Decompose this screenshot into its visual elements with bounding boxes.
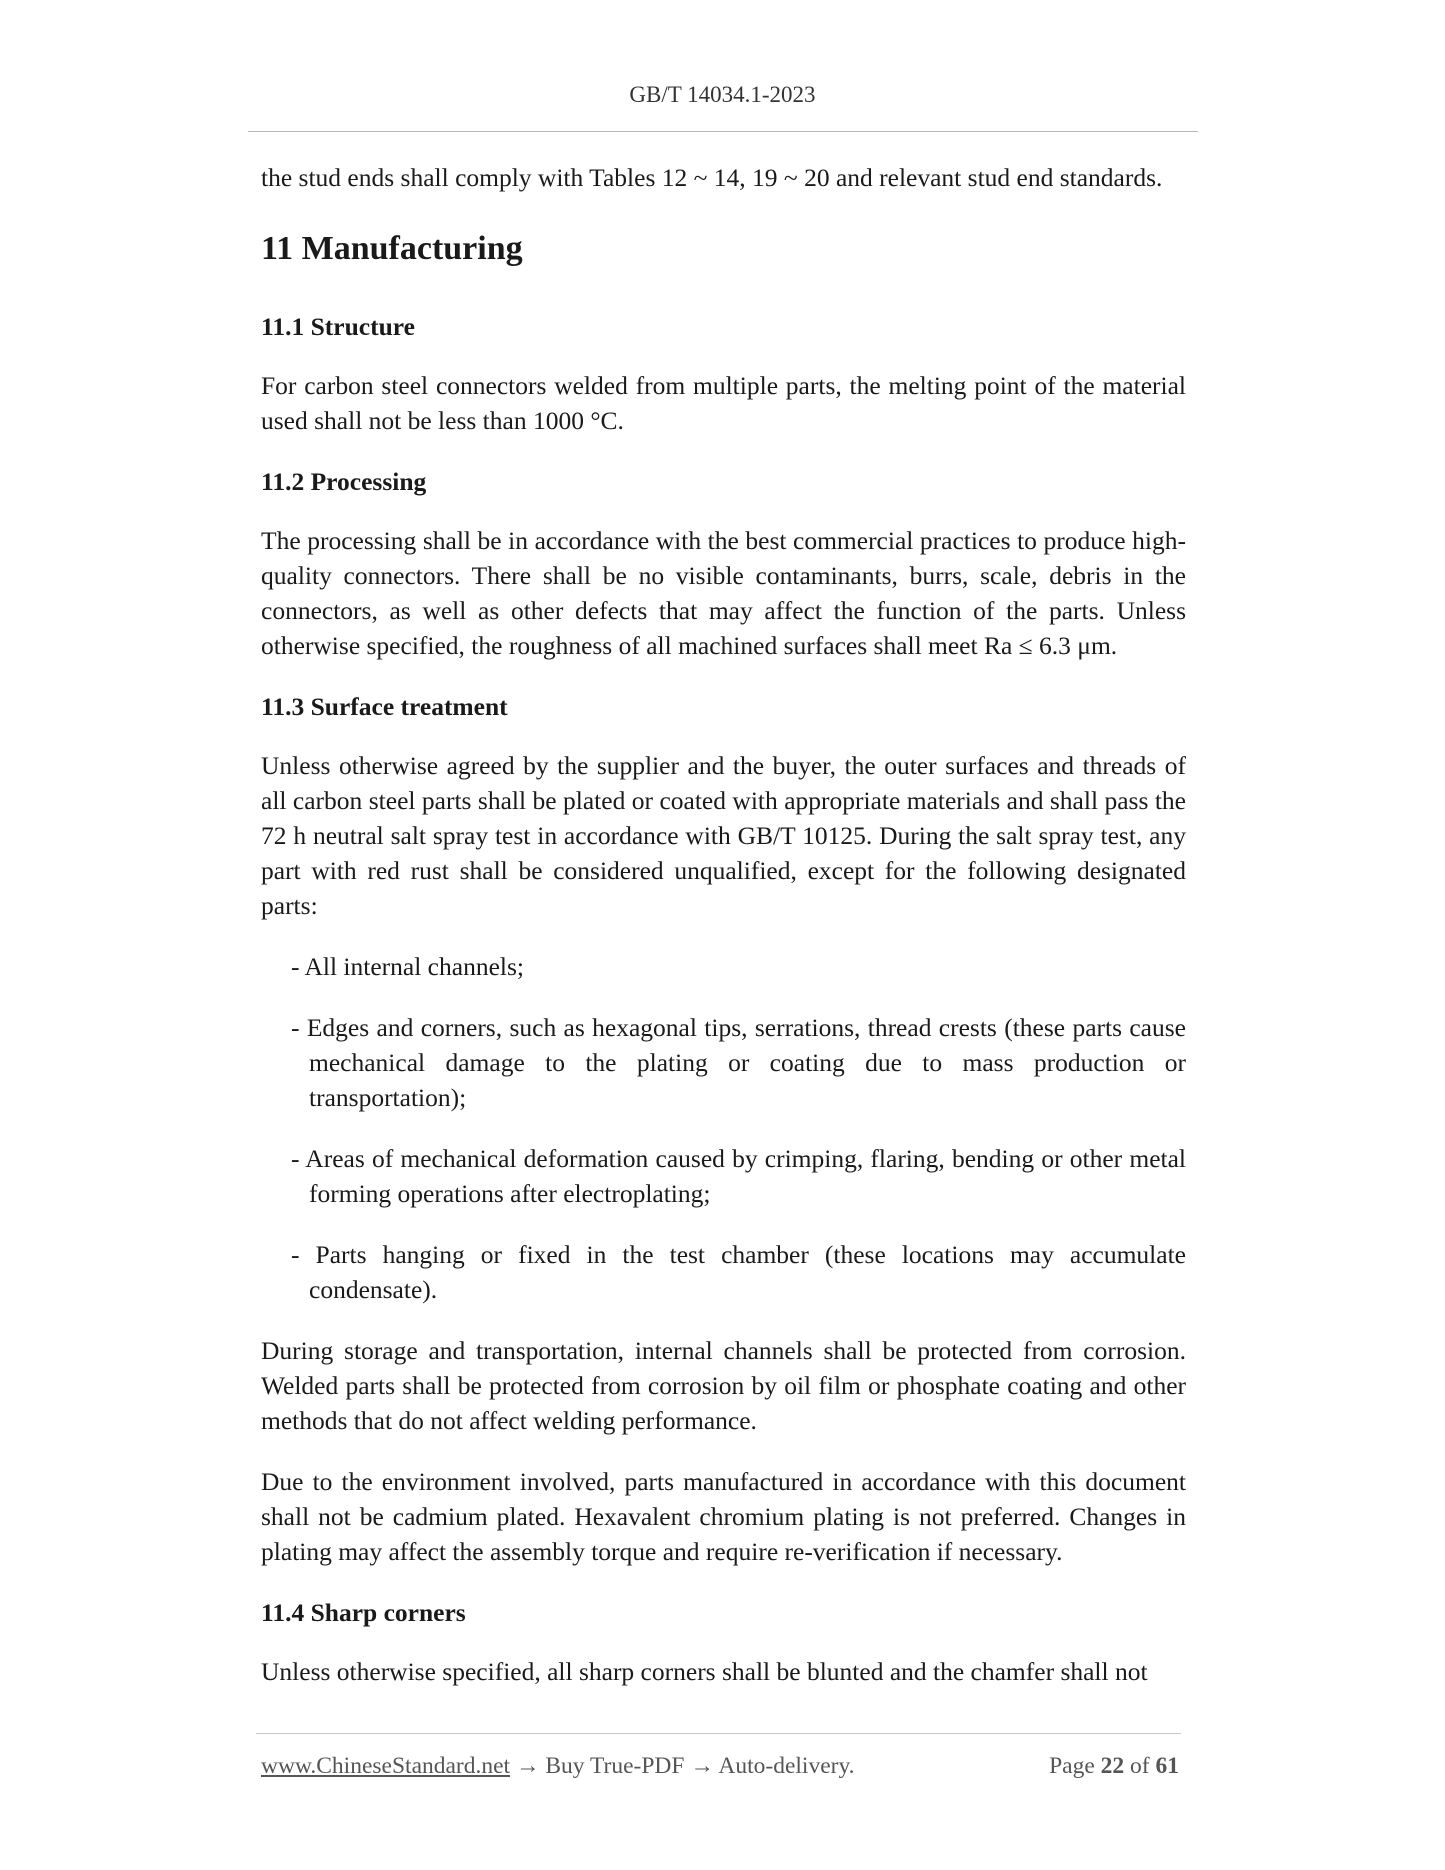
website-link[interactable]: www.ChineseStandard.net: [261, 1753, 511, 1779]
exception-item-edges-corners: - Edges and corners, such as hexagonal tips, serrations, thread crests (these parts cause mechanical damage to the plating or coating due to mass production or transportation);: [291, 1013, 1186, 1112]
clause-11-3-storage-text: During storage and transportation, internal channels shall be protected from corrosion. Welded parts shall be protected from corrosion by oil film or phosphate coating and other methods that do not affect welding performance.: [261, 1336, 1186, 1435]
clause-11-4-title: 11.4 Sharp corners: [261, 1598, 466, 1627]
clause-11-1-text: For carbon steel connectors welded from multiple parts, the melting point of the material used shall not be less than 1000 °C.: [261, 371, 1186, 435]
clause-11-2-title: 11.2 Processing: [261, 467, 427, 496]
clause-11-1-title: 11.1 Structure: [261, 312, 415, 341]
clause-11-2-text: The processing shall be in accordance with the best commercial practices to produce high-quality connectors. There shall be no visible contaminants, burrs, scale, debris in the connectors, as well as other defects that may affect the function of the parts. Unless otherwise specified, the roughness of all machined surfaces shall meet Ra ≤ 6.3 μm.: [261, 526, 1186, 660]
footer-divider: [256, 1733, 1181, 1734]
promo-text: → Buy True-PDF → Auto-delivery.: [510, 1753, 855, 1779]
page-footer: [261, 1753, 1179, 1780]
total-pages: 61: [1155, 1753, 1179, 1779]
clause-11-3-plating-text: Due to the environment involved, parts manufactured in accordance with this document shall not be cadmium plated. Hexavalent chromium plating is not preferred. Changes in plating may affect the assembly torque and require re-verification if necessary.: [261, 1467, 1186, 1566]
page-number: Page 22 of 61: [1049, 1753, 1179, 1779]
clause-11-4-text: Unless otherwise specified, all sharp corners shall be blunted and the chamfer shall not: [261, 1657, 1148, 1686]
clause-11-3-title: 11.3 Surface treatment: [261, 692, 508, 721]
document-body: [261, 160, 1186, 1715]
clause-11-3-intro: Unless otherwise agreed by the supplier and the buyer, the outer surfaces and threads of all carbon steel parts shall be plated or coated with appropriate materials and shall pass the 72 h neutral salt spray test in accordance with GB/T 10125. During the salt spray test, any part with red rust shall be considered unqualified, except for the following designated parts:: [261, 751, 1186, 920]
exception-item-deformation-areas: - Areas of mechanical deformation caused by crimping, flaring, bending or other metal forming operations after electroplating;: [291, 1144, 1186, 1208]
exception-item-internal-channels: - All internal channels;: [291, 952, 524, 981]
page-header: GB/T 14034.1-2023: [629, 82, 816, 107]
exception-item-hanging-parts: - Parts hanging or fixed in the test chamber (these locations may accumulate condensate).: [291, 1240, 1186, 1304]
chapter-title: 11 Manufacturing: [261, 230, 523, 267]
footer-promo: [261, 1753, 855, 1780]
continuation-text: the stud ends shall comply with Tables 12 ~ 14, 19 ~ 20 and relevant stud end standards.: [261, 163, 1163, 192]
header-divider: [248, 131, 1198, 132]
current-page: 22: [1100, 1753, 1125, 1779]
